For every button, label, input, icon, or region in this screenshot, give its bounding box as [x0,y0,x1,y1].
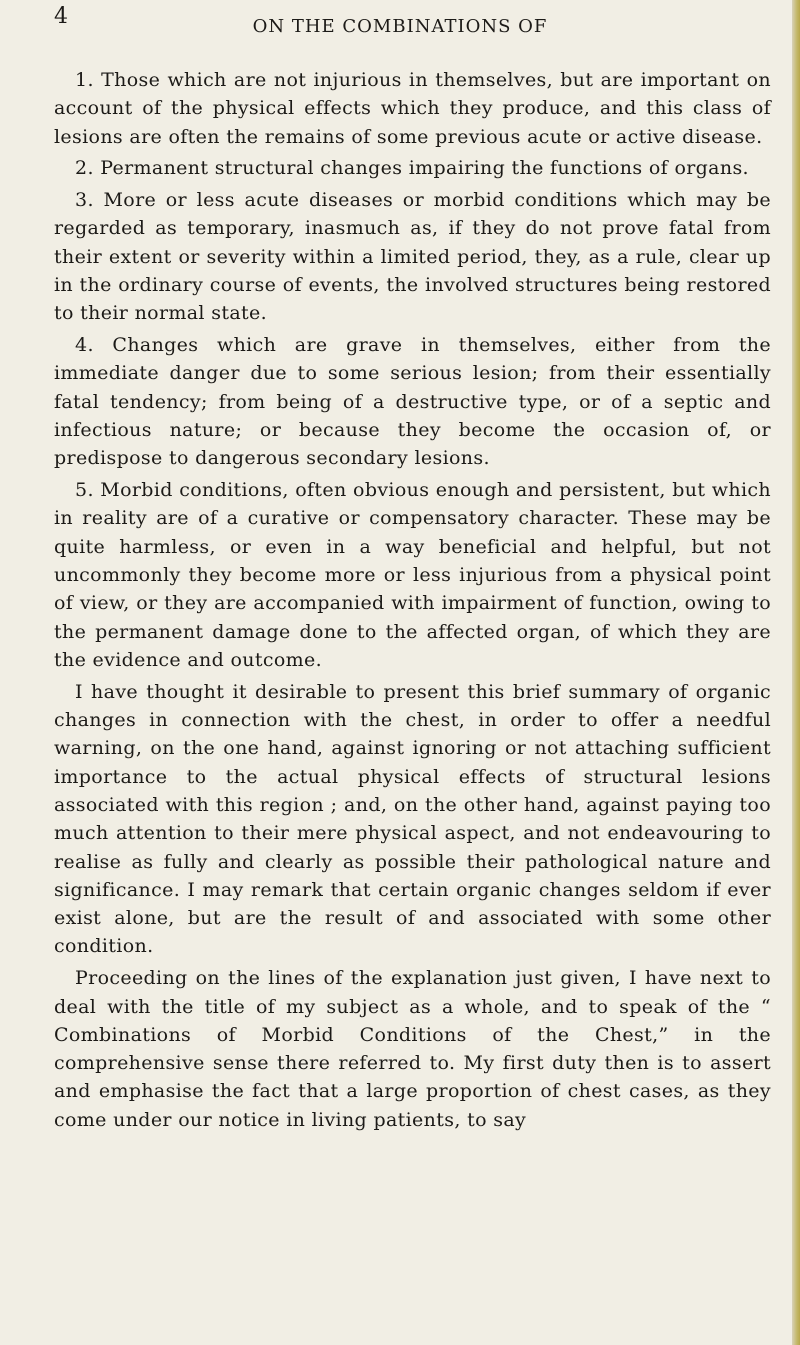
list-item-3: 3. More or less acute diseases or morbid conditions which may be regarded as temporary, inasmuch as, if they do not prove fatal from their extent or severity within a limited period, they, as a rule, clear up in the ordinary course of events, the involved structures being restored to their normal state. [54,189,771,325]
list-item-4: 4. Changes which are grave in themselves, either from the immediate danger due to some serious lesion; from their essentially fatal tendency; from being of a destructive type, or of a septic and infectious nature; or because they become the occasion of, or predispose to dangerous secondary lesions. [54,334,771,470]
page-number: 4 [54,4,68,29]
list-item-5: 5. Morbid conditions, often obvious enough and persistent, but which in reality are of a curative or compensatory character. These may be quite harmless, or even in a way beneficial and helpful, but not uncommonly they become more or less injurious from a physical point of view, or they are accompanied with impairment of function, owing to the permanent damage done to the affected organ, of which they are the evidence and outcome. [54,479,771,671]
list-item-1: 1. Those which are not injurious in themselves, but are important on account of the physical effects which they produce, and this class of lesions are often the remains of some previous acute or active disease. [54,69,771,148]
running-head: ON THE COMBINATIONS OF [252,16,548,37]
list-item-2: 2. Permanent structural changes impairing the functions of organs. [75,157,749,180]
body-text [54,66,771,1134]
page-edge [792,0,800,1345]
paragraph-combinations: Proceeding on the lines of the explanation just given, I have next to deal with the title of my subject as a whole, and to speak of the “ Combinations of Morbid Conditions of the Chest,” in the comprehensive sense there referred to. My first duty then is to assert and emphasise the fact that a large proportion of chest cases, as they come under our notice in living patients, to say [54,967,771,1131]
paragraph-summary: I have thought it desirable to present this brief summary of organic changes in connection with the chest, in order to offer a needful warning, on the one hand, against ignoring or not attaching sufficient importance to the actual physical effects of structural lesions associated with this region ; and, on the other hand, against paying too much attention to their mere physical aspect, and not endeavouring to realise as fully and clearly as possible their pathological nature and significance. I may remark that certain organic changes seldom if ever exist alone, but are the result of and associated with some other condition. [54,680,771,958]
